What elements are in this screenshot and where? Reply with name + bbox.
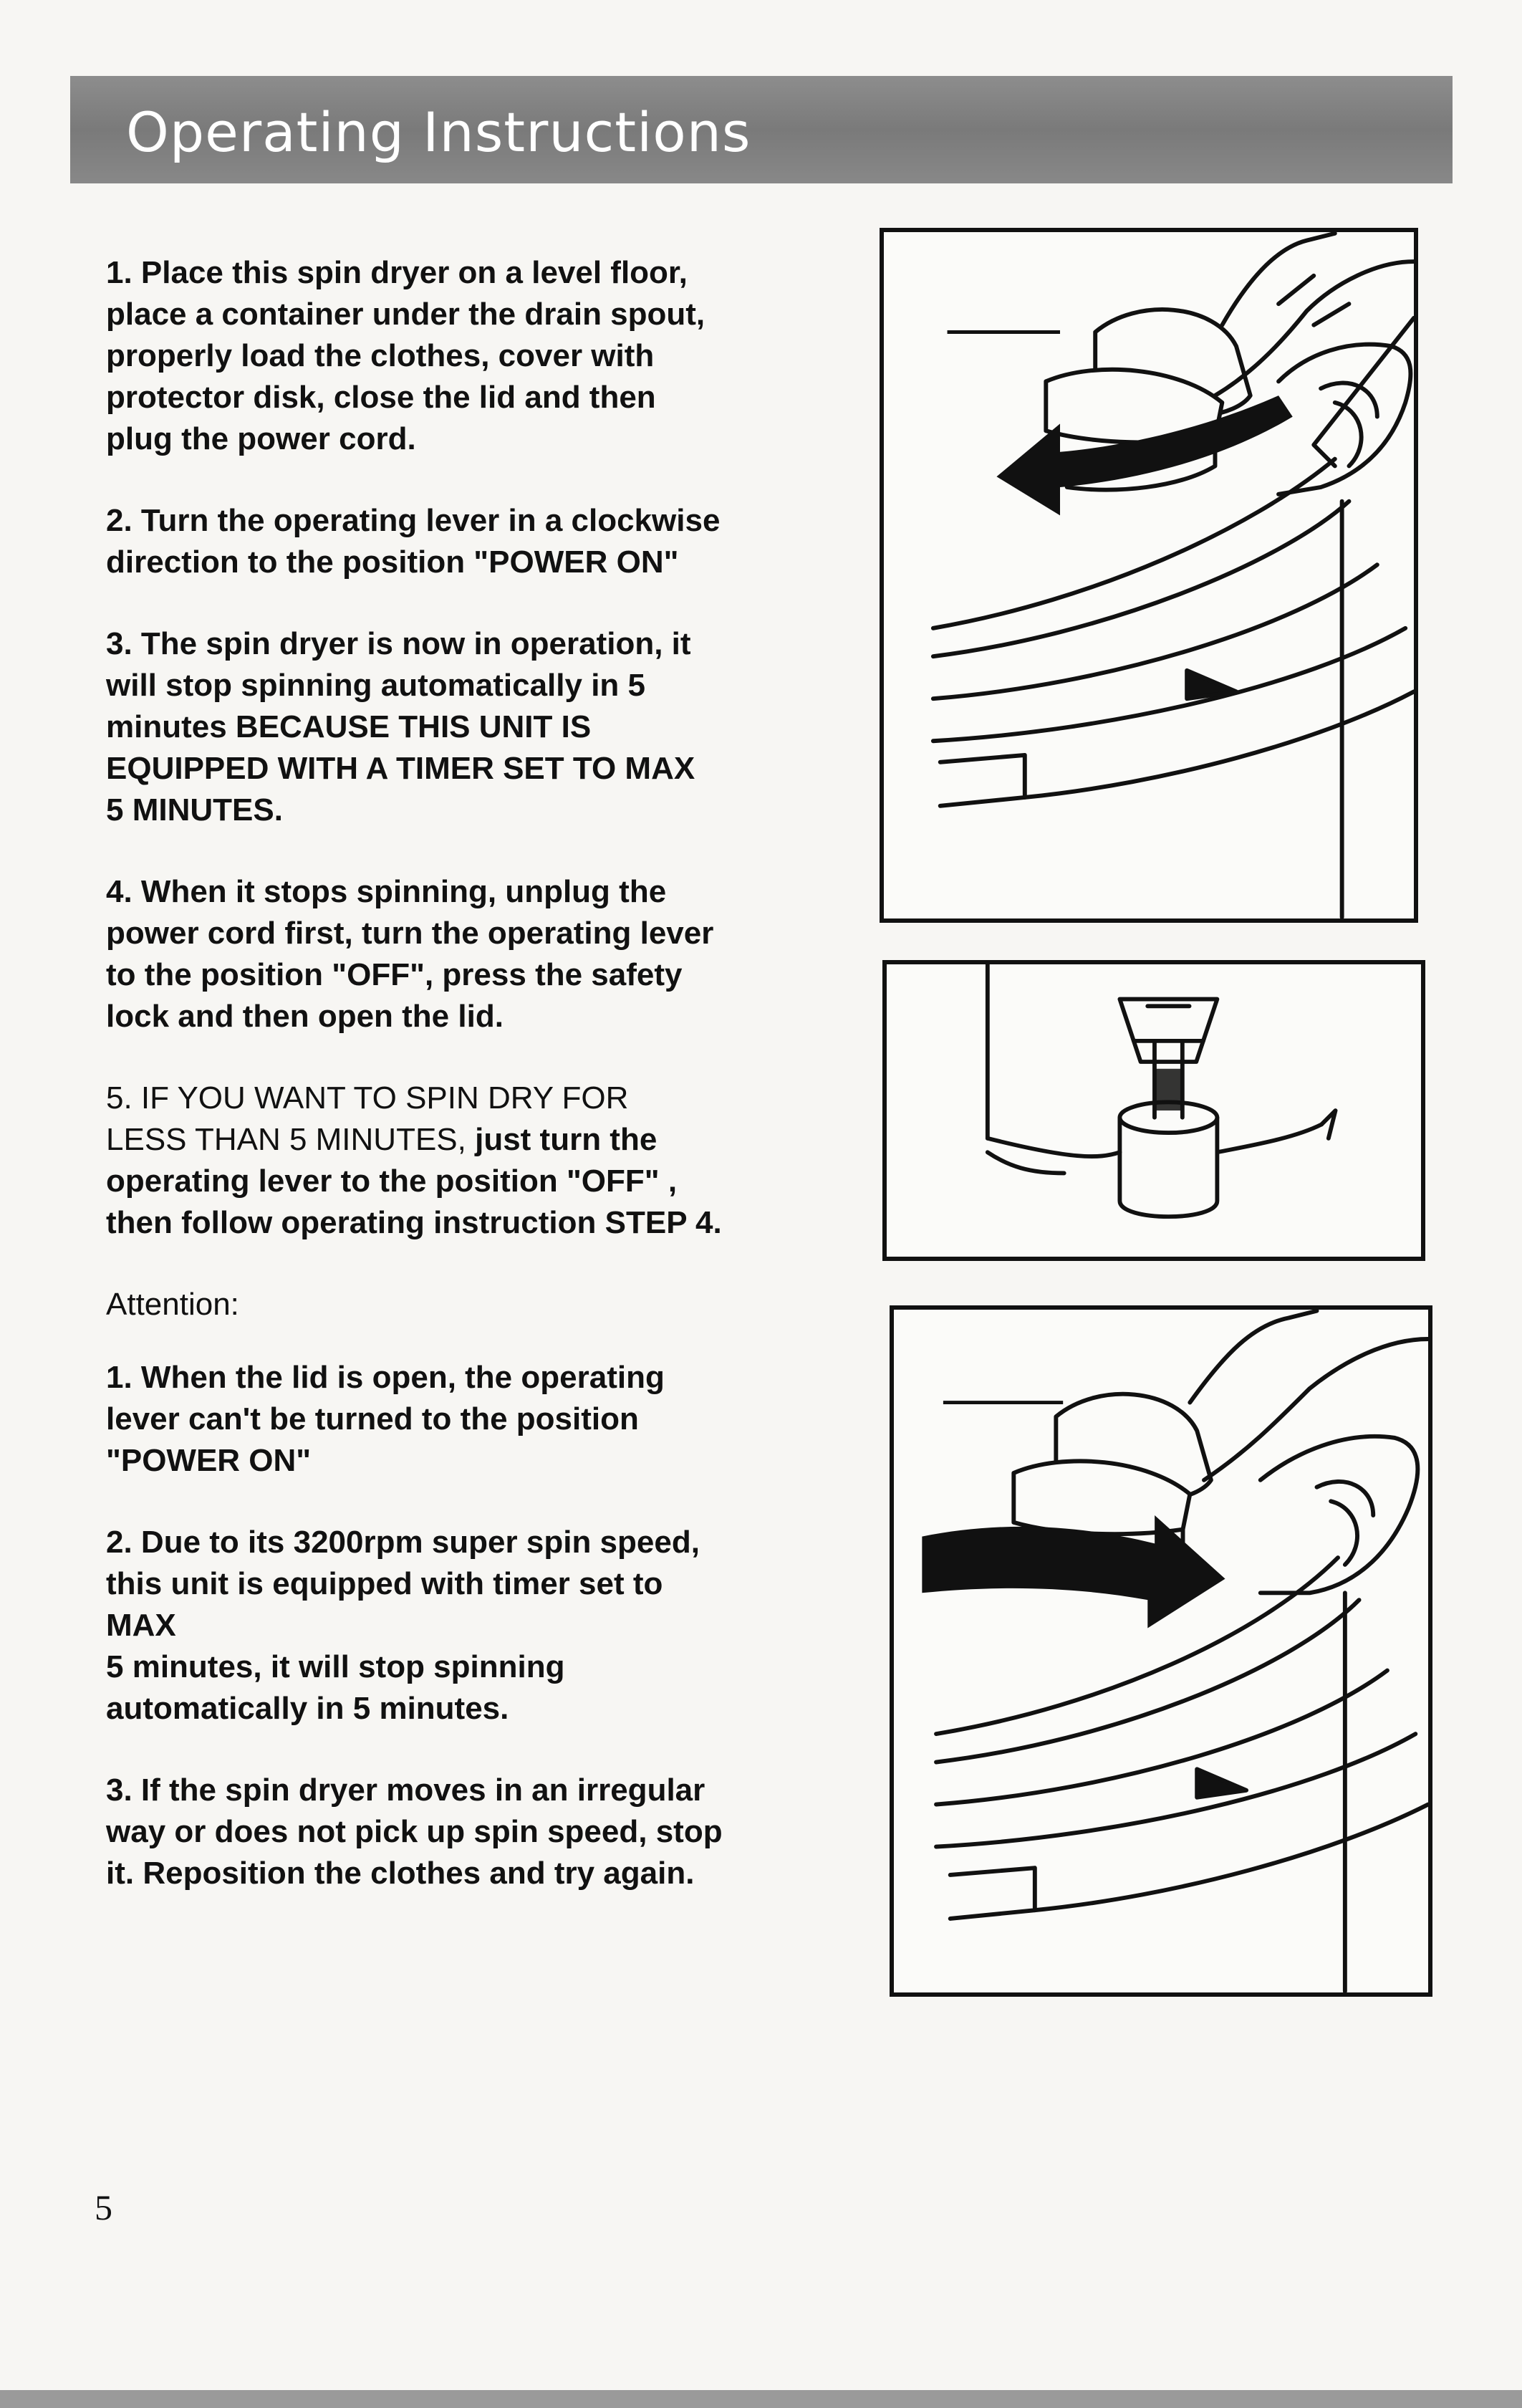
page-bottom-edge <box>0 2390 1522 2408</box>
illustration-spindle <box>887 964 1421 1257</box>
step-5-caps: 5. IF YOU WANT TO SPIN DRY FOR LESS THAN 5 MINUTES, <box>106 1080 629 1157</box>
instructions-column <box>106 252 851 1934</box>
step-1: 1. Place this spin dryer on a level floor, place a container under the drain spout, properly load the clothes, cover with protector disk, close the lid and then plug the power cord. <box>106 255 705 456</box>
illustration-lever-1 <box>884 232 1414 918</box>
attention-item-1: 1. When the lid is open, the operating lever can't be turned to the position "POWER ON" <box>106 1360 665 1478</box>
figure-lever-turn-1 <box>880 228 1418 923</box>
step-5-rest: just turn the operating lever to the position "OFF" , then follow operating instruction STEP 4. <box>106 1122 722 1240</box>
step-4: 4. When it stops spinning, unplug the power cord first, turn the operating lever to the position "OFF", press the safety lock and then open the lid. <box>106 874 714 1034</box>
section-banner <box>70 76 1453 183</box>
attention-heading: Attention: <box>106 1287 239 1322</box>
attention-item-2: 2. Due to its 3200rpm super spin speed, this unit is equipped with timer set to MAX 5 minutes, it will stop spinning automatically in 5 minutes. <box>106 1525 700 1726</box>
figure-spindle <box>882 960 1425 1261</box>
attention-item-3: 3. If the spin dryer moves in an irregular way or does not pick up spin speed, stop it. Reposition the clothes and try again. <box>106 1773 723 1891</box>
step-3: 3. The spin dryer is now in operation, it will stop spinning automatically in 5 minutes BECAUSE THIS UNIT IS EQUIPPED WITH A TIMER SET TO MAX 5 MINUTES. <box>106 626 695 828</box>
page-title: Operating Instructions <box>126 100 751 164</box>
page-number: 5 <box>95 2187 112 2227</box>
figure-lever-turn-2 <box>890 1305 1432 1997</box>
illustration-lever-2 <box>894 1310 1428 1992</box>
step-5 <box>106 1078 851 1244</box>
step-2: 2. Turn the operating lever in a clockwise direction to the position "POWER ON" <box>106 503 721 580</box>
